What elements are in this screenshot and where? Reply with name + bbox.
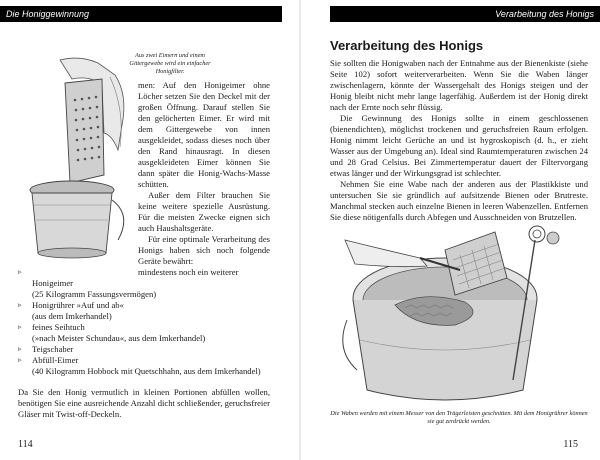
paragraph: men: Auf den Honigeimer ohne Löcher setzen Sie den Deckel mit der großen Öffnung. Darauf stellen Sie den gelöcherten Eimer. Er wird mit dem Gittergewebe von innen ausgekleidet, sodass dieses noch über den Rand hinausragt. In diesen ausgekleideten Eimer können Sie dann später die Honig-Wachs-Masse schütten. (138, 80, 270, 189)
paragraph: Nehmen Sie eine Wabe nach der anderen aus der Plastikkiste und untersuchen Sie sie gründlich auf aufsitzende Bienen oder Brutreste. Manchmal stecken auch einzelne Bienen in leeren Wabenzellen. Entfernen Sie diese nötigenfalls durch Abfegen und Ausschneiden von Brutzellen. (330, 179, 588, 222)
triangle-bullet-icon: ▹ (18, 301, 22, 309)
triangle-bullet-icon: ▹ (18, 356, 22, 364)
running-head-right: Verarbeitung des Honigs (330, 6, 600, 22)
list-item: ▹ Honigrührer »Auf und ab« (aus dem Imkerhandel) (18, 300, 124, 321)
paragraph: Sie sollten die Honigwaben nach der Entnahme aus der Bienenkiste (siehe Seite 102) sofort weiterverarbeiten. Wenn Sie die Waben länger zwischenlagern, könnte der Wassergehalt des Honigs steigen und der Honig bleibt nicht mehr lange lagerfähig. Außerdem ist der Honig direkt nach der Ernte noch sehr flüssig. (330, 58, 588, 112)
list-item: ▹ feines Seihtuch (»nach Meister Schundau«, aus dem Imkerhandel) (18, 322, 206, 343)
paragraph: Für eine optimale Verarbeitung des Honigs haben sich noch folgende Geräte bewährt: (138, 234, 270, 266)
figure-spacer (18, 80, 136, 278)
section-heading: Verarbeitung des Honigs (330, 38, 484, 53)
figure-caption-left: Aus zwei Eimern und einem Gittergewebe wird ein einfacher Honigfilter. (129, 52, 211, 75)
page-number-right: 115 (563, 439, 578, 450)
list-item: ▹ Abfüll-Eimer (40 Kilogramm Hobbock mit Quetschhahn, aus dem Imkerhandel) (18, 355, 261, 376)
page-number-left: 114 (18, 439, 33, 450)
triangle-bullet-icon: ▹ (18, 323, 22, 331)
triangle-bullet-icon: ▹ (18, 268, 22, 276)
honeycomb-cutting-illustration (335, 220, 575, 405)
figure-caption-right: Die Waben werden mit einem Messer von den Trägerleisten geschnitten. Mit dem Honigrührer können sie gut zerdrückt werden. (330, 410, 588, 425)
paragraph: Außer dem Filter brauchen Sie keine weitere spezielle Ausrüstung. Für die meisten Zwecke eignen sich auch Haushaltsgeräte. (138, 190, 270, 233)
tool-list (18, 267, 270, 377)
left-body-text (18, 80, 270, 420)
list-item: ▹ mindestens noch ein weiterer Honigeimer (25 Kilogramm Fassungsvermögen) (18, 267, 239, 299)
list-item: ▹ Teigschaber (18, 344, 74, 354)
triangle-bullet-icon: ▹ (18, 345, 22, 353)
paragraph: Die Gewinnung des Honigs sollte in einem geschlossenen (bienendichten), möglichst trockenen und geruchsfreien Raum erfolgen. Honig nimmt leicht Gerüche an und ist hygroskopisch (d. h., er zieht Wasser aus der Umgebung an). Ideal sind Raumtemperaturen zwischen 24 und 28 Grad Celsius. Bei Zimmertemperatur dauert der Filtervorgang etwas länger und der Wirkungsgrad ist schlechter. (330, 113, 588, 178)
paragraph: Da Sie den Honig vermutlich in kleinen Portionen abfüllen wollen, benötigen Sie eine ausreichende Anzahl dicht schließender, geruchsfreier Gläser mit Twist-off-Deckeln. (18, 387, 270, 419)
right-body-text (330, 58, 588, 223)
running-head-left: Die Honiggewinnung (0, 6, 282, 22)
